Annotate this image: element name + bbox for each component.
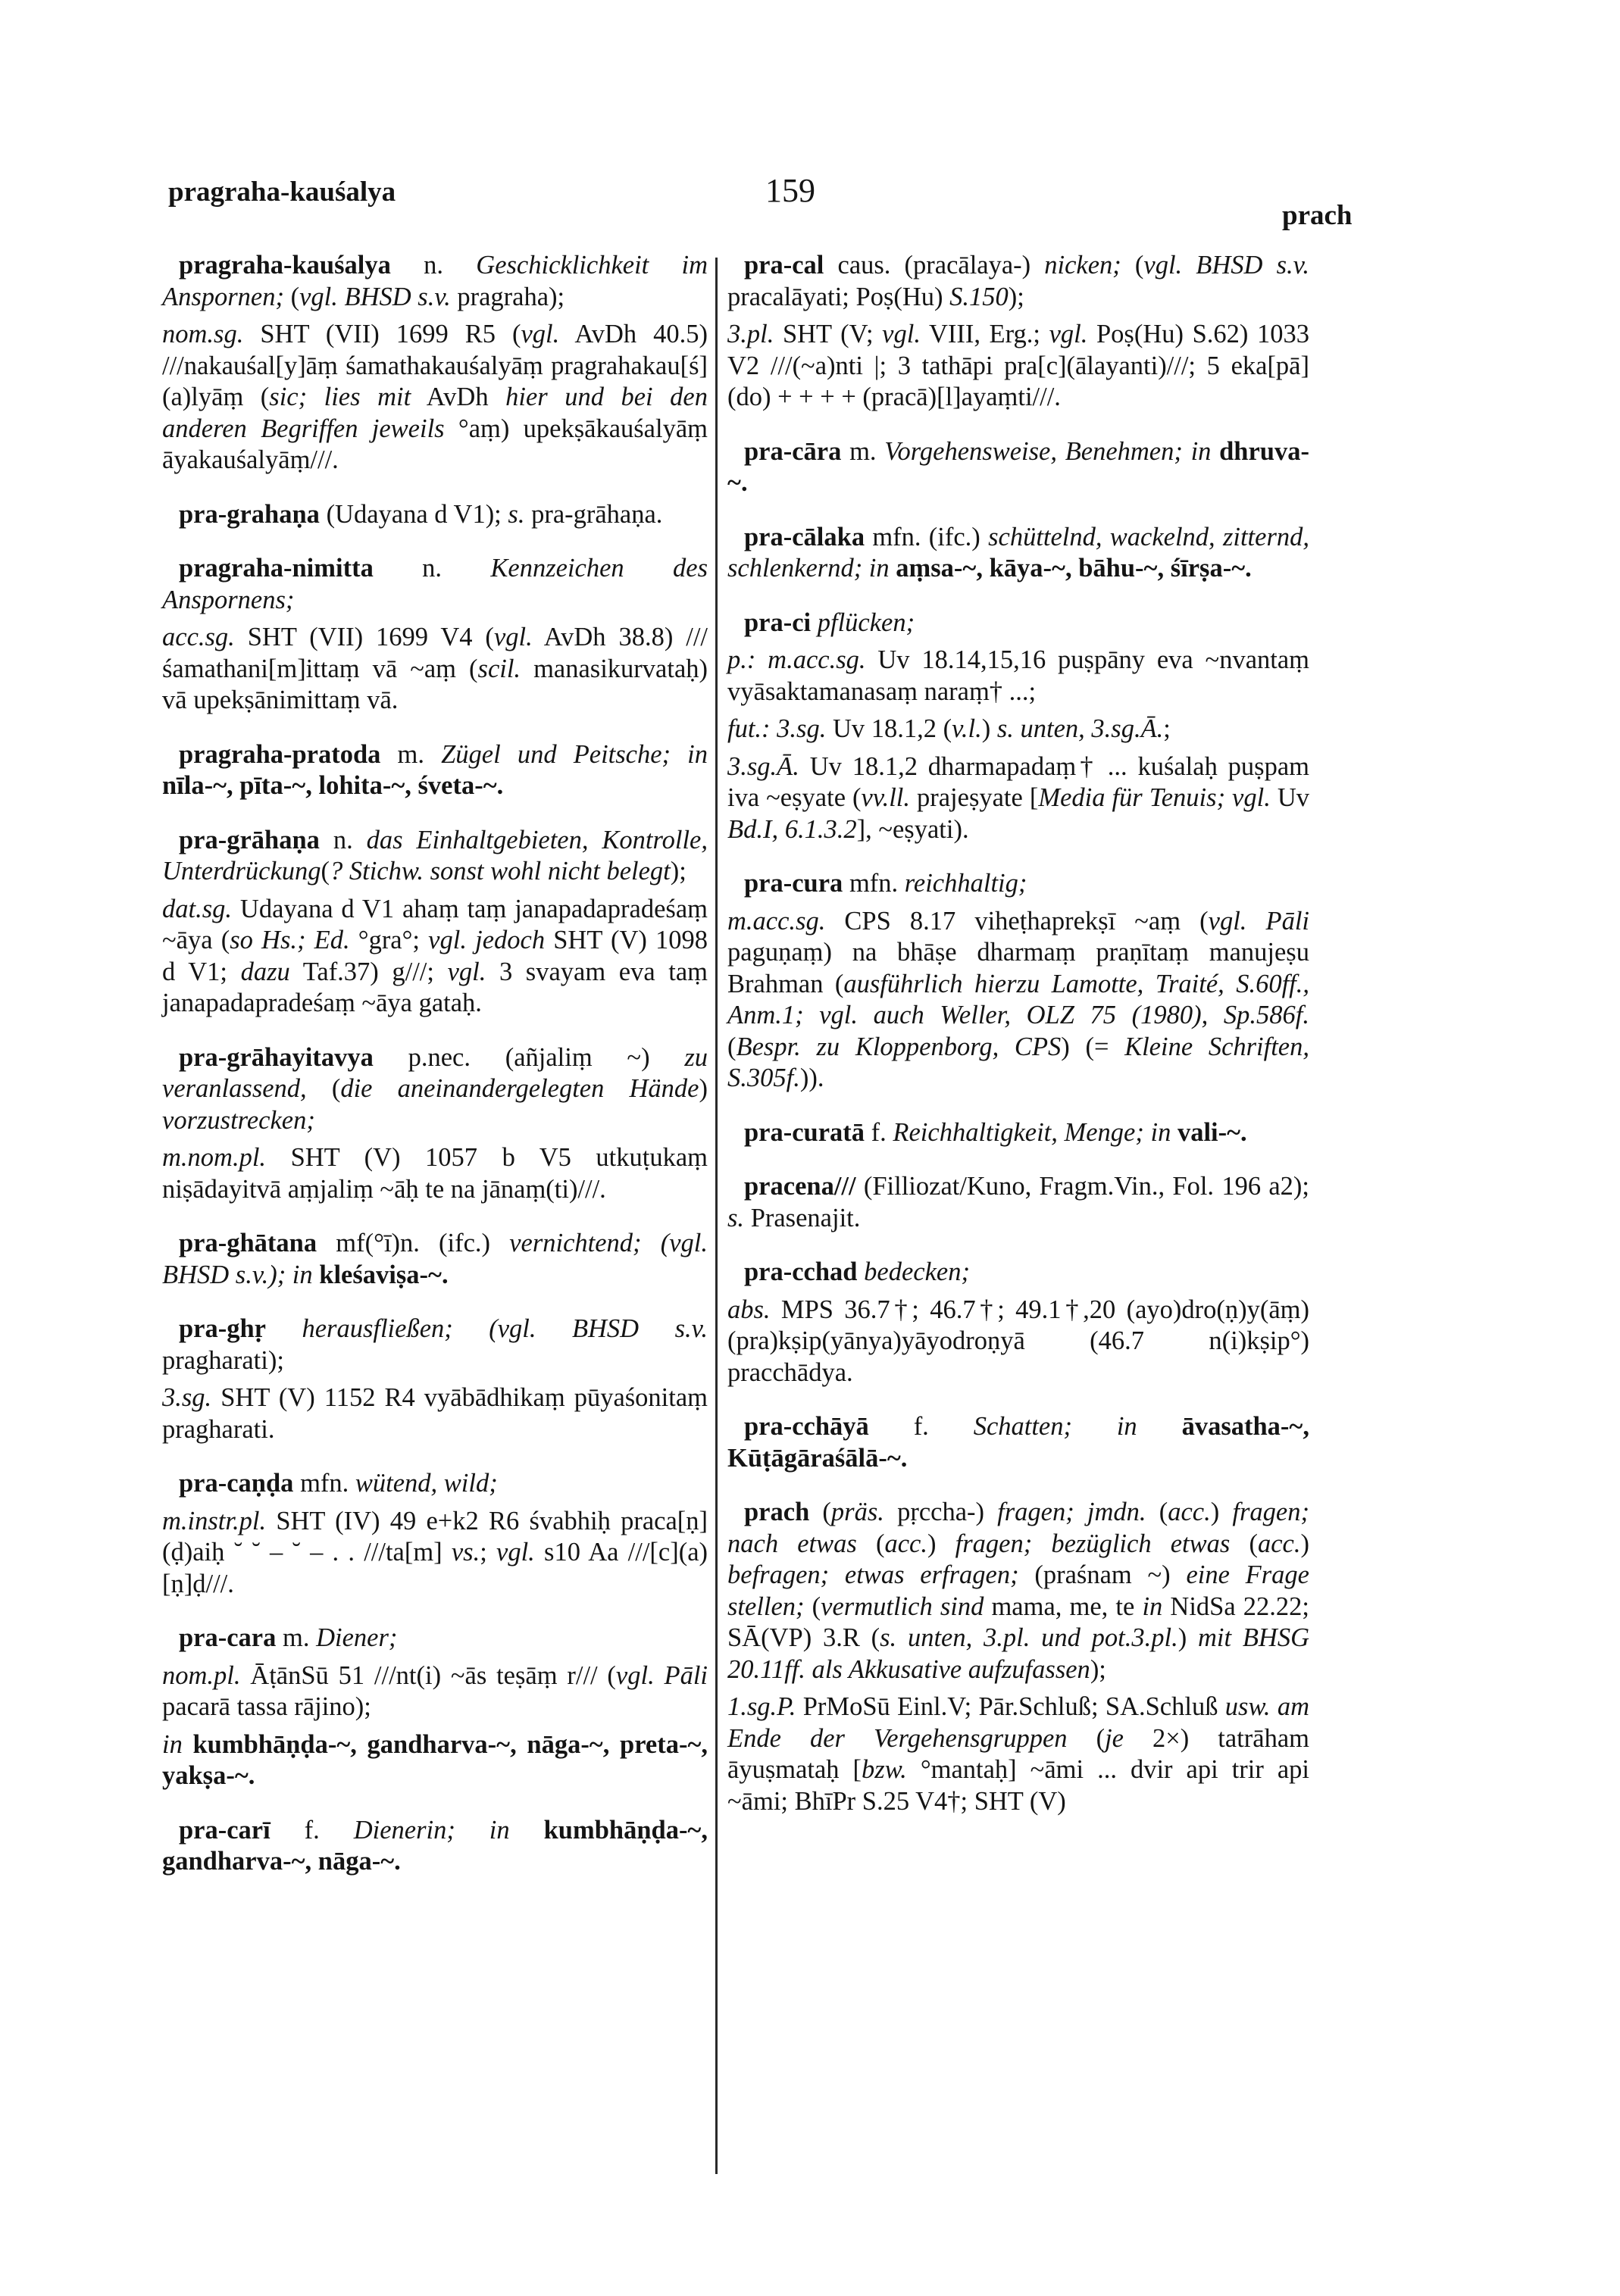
entry-headline: pra-cchad bedecken; (744, 1257, 970, 1286)
page-number: 159 (765, 172, 815, 209)
entry-headline: pragraha-kauśalya n. Geschicklichkeit im Anspornen; (vgl. BHSD s.v. pragraha); (162, 251, 708, 311)
dictionary-entry (162, 1468, 708, 1600)
entry-citation: 1.sg.P. PrMoSū Einl.V; Pār.Schluß; SA.Schluß usw. am Ende der Vergehensgruppen (je 2×) tatrāham āyuṣmataḥ [bzw. °mantaḥ] ~āmi ... dvir api trir api ~āmi; BhīPr S.25 V4†; SHT (V) (727, 1692, 1310, 1816)
entry-headline: pra-grahaṇa (Udayana d V1); s. pra-grāhaṇa. (179, 499, 663, 529)
dictionary-entry (162, 1228, 708, 1291)
entry-headline: pra-ci pflücken; (744, 608, 915, 637)
left-column (162, 250, 708, 1901)
dictionary-entry (162, 553, 708, 717)
dictionary-entry (727, 868, 1309, 1095)
dictionary-entry (162, 1623, 708, 1792)
entry-citation: nom.pl. ĀṭānSū 51 ///nt(i) ~ās teṣāṃ r/// (vgl. Pāli pacarā tassa rājino); (162, 1660, 708, 1721)
header-right-catchword: prach (1282, 200, 1353, 231)
entry-headline: pracena/// (Filliozat/Kuno, Fragm.Vin., Fol. 196 a2); s. Prasenajit. (727, 1172, 1309, 1232)
dictionary-entry (162, 1314, 708, 1445)
dictionary-entry (727, 1117, 1309, 1149)
dictionary-entry (162, 739, 708, 802)
entry-headline: pragraha-nimitta n. Kennzeichen des Anspornens; (162, 554, 708, 614)
dictionary-entry (162, 1042, 708, 1206)
dictionary-entry (727, 1171, 1309, 1234)
entry-headline: pra-cālaka mfn. (ifc.) schüttelnd, wackelnd, zitternd, schlenkernd; in aṃsa-~, kāya-~, bāhu-~, śīrṣa-~. (727, 522, 1309, 583)
column-divider (715, 258, 718, 2174)
dictionary-entry (727, 1411, 1309, 1474)
entry-headline: pra-cura mfn. reichhaltig; (744, 869, 1027, 898)
dictionary-entry (727, 608, 1309, 846)
entry-headline: pra-ghṛ herausfließen; (vgl. BHSD s.v. pragharati); (162, 1314, 708, 1375)
dictionary-entry (727, 436, 1309, 499)
entry-citation: acc.sg. SHT (VII) 1699 V4 (vgl. AvDh 38.8) ///śamathani[m]ittaṃ vā ~aṃ (scil. manasikurvataḥ) vā upekṣānimittaṃ vā. (162, 623, 708, 714)
dictionary-entry (162, 250, 708, 476)
page-header (0, 165, 1620, 231)
entry-citation: m.instr.pl. SHT (IV) 49 e+k2 R6 śvabhiḥ praca[ṇ](ḍ)aiḥ ˘ ˘ – ˘ – . . ///ta[m] vs.; vgl. s10 Aa ///[c](a)[ṇ]ḍ///. (162, 1506, 708, 1598)
entry-citation: dat.sg. Udayana d V1 ahaṃ taṃ janapadapradeśaṃ ~āya (so Hs.; Ed. °gra°; vgl. jedoch SHT (V) 1098 d V1; dazu Taf.37) g///; vgl. 3 svayam eva taṃ janapadapradeśaṃ ~āya gataḥ. (162, 894, 708, 1017)
entry-citation: 3.sg.Ā. Uv 18.1,2 dharmapadaṃ† ... kuśalaḥ puṣpam iva ~eṣyate (vv.ll. prajeṣyate [Media für Tenuis; vgl. Uv Bd.I, 6.1.3.2], ~eṣyati). (727, 751, 1309, 844)
entry-citation: in kumbhāṇḍa-~, gandharva-~, nāga-~, preta-~, yakṣa-~. (162, 1729, 708, 1790)
entry-citation: 3.sg. SHT (V) 1152 R4 vyābādhikaṃ pūyaśonitaṃ pragharati. (162, 1383, 708, 1444)
entry-citation: nom.sg. SHT (VII) 1699 R5 (vgl. AvDh 40.5) ///nakauśal[y]āṃ śamathakauśalyāṃ pragrahakau[ś](a)lyāṃ (sic; lies mit AvDh hier und bei den anderen Begriffen jeweils °aṃ) upekṣākauśalyāṃ āyakauśalyāṃ///. (162, 320, 708, 474)
dictionary-entry (162, 1815, 708, 1878)
entry-citation: 3.pl. SHT (V; vgl. VIII, Erg.; vgl. Poṣ(Hu) S.62) 1033 V2 ///(~a)nti |; 3 tathāpi pra[c](ālayanti)///; 5 eka[pā](do) + + + + (pracā)[l]ayaṃti///. (727, 320, 1309, 411)
dictionary-entry (727, 522, 1309, 585)
entry-headline: pra-curatā f. Reichhaltigkeit, Menge; in vali-~. (744, 1117, 1247, 1147)
header-left-catchword: pragraha-kauśalya (168, 176, 396, 208)
dictionary-entry (162, 499, 708, 531)
right-column (727, 250, 1309, 1840)
entry-headline: pra-grāhaṇa n. das Einhaltgebieten, Kontrolle, Unterdrückung(? Stichw. sonst wohl nicht belegt); (162, 825, 708, 886)
dictionary-entry (727, 1497, 1309, 1817)
dictionary-entry (727, 250, 1309, 414)
entry-headline: pra-grāhayitavya p.nec. (añjaliṃ ~) zu veranlassend, (die aneinandergelegten Hände) vorzustrecken; (162, 1042, 708, 1135)
entry-citation: m.nom.pl. SHT (V) 1057 b V5 utkuṭukaṃ niṣādayitvā aṃjaliṃ ~āḥ te na jānaṃ(ti)///. (162, 1143, 708, 1204)
entry-headline: pra-cara m. Diener; (179, 1623, 398, 1652)
entry-citation: m.acc.sg. CPS 8.17 viheṭhaprekṣī ~aṃ (vgl. Pāli paguṇaṃ) na bhāṣe dharmaṃ praṇītaṃ manujeṣu Brahman (ausführlich hierzu Lamotte, Traité, S.60ff., Anm.1; vgl. auch Weller, OLZ 75 (1980), Sp.586f. (Bespr. zu Kloppenborg, CPS) (= Kleine Schriften, S.305f.)). (727, 906, 1309, 1092)
entry-headline: pra-caṇḍa mfn. wütend, wild; (179, 1469, 498, 1498)
entry-citation: abs. MPS 36.7†; 46.7†; 49.1†,20 (ayo)dro(ṇ)y(āṃ) (pra)kṣip(yānya)yāyodroṇyā (46.7 n(i)kṣip°) pracchādya. (727, 1295, 1309, 1387)
entry-citation: fut.: 3.sg. Uv 18.1,2 (v.l.) s. unten, 3.sg.Ā.; (727, 714, 1171, 743)
dictionary-entry (162, 825, 708, 1020)
entry-headline: pra-cchāyā f. Schatten; in āvasatha-~, Kūṭāgāraśālā-~. (727, 1412, 1309, 1473)
entry-headline: prach (präs. pṛccha-) fragen; jmdn. (acc.) fragen; nach etwas (acc.) fragen; bezüglich etwas (acc.) befragen; etwas erfragen; (praśnam ~) eine Frage stellen; (vermutlich sind mama, me, te in NidSa 22.22; SĀ(VP) 3.R (s. unten, 3.pl. und pot.3.pl.) mit BHSG 20.11ff. als Akkusative aufzufassen); (727, 1498, 1310, 1684)
entry-citation: p.: m.acc.sg. Uv 18.14,15,16 puṣpāny eva ~nvantaṃ vyāsaktamanasaṃ naraṃ† ...; (727, 645, 1309, 706)
entry-headline: pra-cal caus. (pracālaya-) nicken; (vgl. BHSD s.v. pracalāyati; Poṣ(Hu) S.150); (727, 251, 1309, 311)
dictionary-entry (727, 1257, 1309, 1389)
entry-headline: pra-carī f. Dienerin; in kumbhāṇḍa-~, gandharva-~, nāga-~. (162, 1815, 708, 1876)
entry-headline: pra-cāra m. Vorgehensweise, Benehmen; in dhruva-~. (727, 436, 1309, 497)
entry-headline: pra-ghātana mf(°ī)n. (ifc.) vernichtend; (vgl. BHSD s.v.); in kleśaviṣa-~. (162, 1229, 708, 1289)
entry-headline: pragraha-pratoda m. Zügel und Peitsche; in nīla-~, pīta-~, lohita-~, śveta-~. (162, 739, 708, 800)
